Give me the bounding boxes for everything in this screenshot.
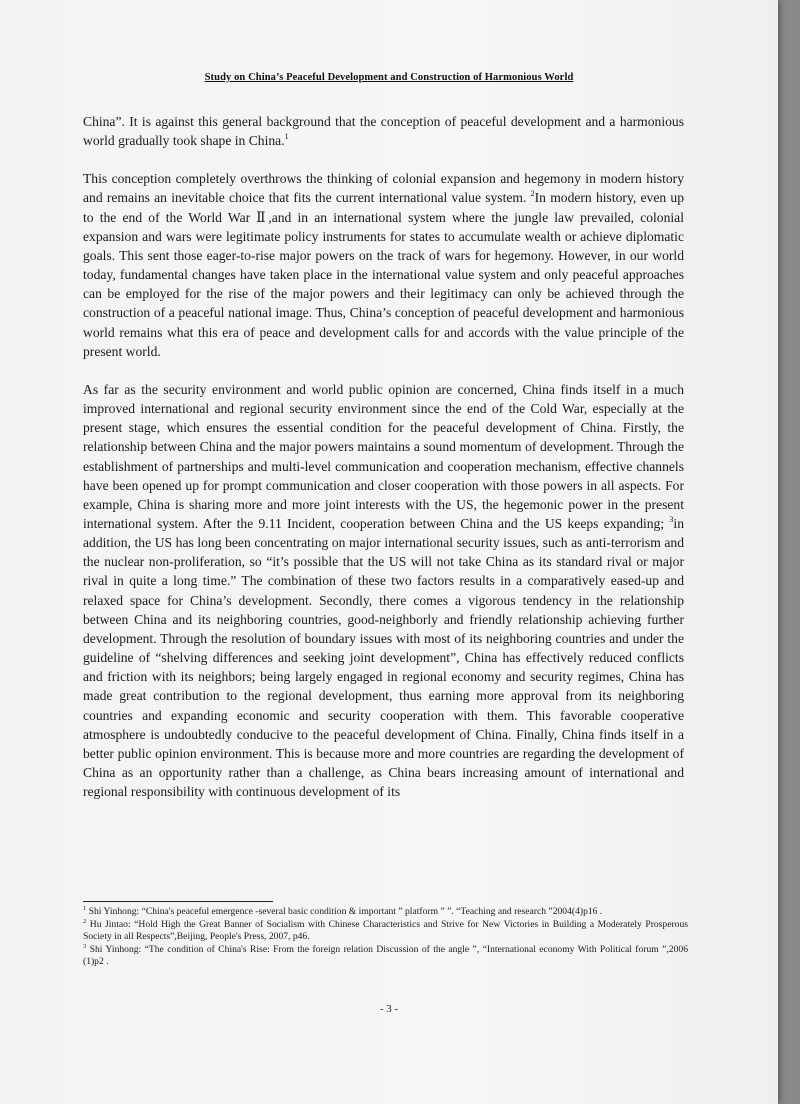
footnote-divider bbox=[83, 901, 273, 902]
paragraph-1-text: China”. It is against this general background that the conception of peaceful development and a harmonious world gradually took shape in China. bbox=[83, 114, 684, 149]
footnotes bbox=[83, 906, 688, 969]
footnote-1 bbox=[83, 906, 688, 919]
page-number: - 3 - bbox=[379, 1003, 399, 1015]
footnote-ref-3: 3 bbox=[669, 514, 674, 524]
paragraph-2 bbox=[83, 169, 684, 361]
footnote-2 bbox=[83, 919, 688, 944]
footnote-2-text: Hu Jintao: “Hold High the Great Banner of Socialism with Chinese Characteristics and Strive for New Victories in Building a Moderately Prosperous Society in all Respects”,Beijing, People's Press, 2007, p46. bbox=[83, 918, 688, 942]
footnote-ref-1: 1 bbox=[284, 132, 289, 142]
footnote-3-number: 3 bbox=[83, 942, 87, 950]
footnote-2-number: 2 bbox=[83, 917, 87, 925]
paragraph-1 bbox=[83, 112, 684, 150]
footnote-1-text: Shi Yinhong: “China's peaceful emergence -several basic condition & important ” platform ” ”. “Teaching and research ”2004(4)p16 . bbox=[86, 906, 603, 917]
paragraph-2-text-a: This conception completely overthrows the thinking of colonial expansion and hegemony in modern history and remains an inevitable choice that fits the current international value system. bbox=[83, 171, 684, 206]
footnote-1-number: 1 bbox=[83, 905, 87, 912]
running-header: Study on China’s Peaceful Development and Construction of Harmonious World bbox=[204, 72, 574, 83]
footnote-3-text: Shi Yinhong: “The condition of China's Rise: From the foreign relation Discussion of the angle ”, “International economy With Political forum ”,2006 (1)p2 . bbox=[83, 943, 688, 967]
paragraph-3-text-b: in addition, the US has long been concentrating on major international security issues, such as anti-terrorism and the nuclear non-proliferation, so “it’s possible that the US will not take China as its standard rival or major rival in quite a long time.” The combination of these two factors results in a comparatively eased-up and relaxed space for China’s development. Secondly, there comes a vigorous tendency in the relationship between China and its neighboring countries, good-neighborly and friendly relationship achieving further development. Through the resolution of boundary issues with most of its neighboring countries and under the guideline of “shelving differences and seeking joint development”, China has effectively reduced conflicts and friction with its neighbors; being largely engaged in regional economy and security regimes, China has made great contribution to the regional development, thus earning more approval from its neighboring countries and expanding economic and security cooperation with them. This favorable cooperative atmosphere is undoubtedly conducive to the peaceful development of China. Finally, China finds itself in a better public opinion environment. This is because more and more countries are regarding the development of China as an opportunity rather than a challenge, as China bears increasing amount of international and regional responsibility with continuous development of its bbox=[83, 515, 684, 800]
paragraph-3-text-a: As far as the security environment and world public opinion are concerned, China finds itself in a much improved international and regional security environment since the end of the Cold War, especially at the present stage, which ensures the essential condition for the peaceful development of China. Firstly, the relationship between China and the major powers maintains a sound momentum of development. Through the establishment of partnerships and multi-level communication and cooperation mechanism, effective channels have been opened up for prompt communication and closer cooperation with those powers in all aspects. For example, China is sharing more and more joint interests with the US, the hegemonic power in the present international system. After the 9.11 Incident, cooperation between China and the US keeps expanding; bbox=[83, 381, 684, 531]
footnote-3 bbox=[83, 944, 688, 969]
footnote-ref-2: 2 bbox=[530, 189, 535, 199]
body-text bbox=[83, 112, 684, 801]
paragraph-2-text-b: In modern history, even up to the end of the World War Ⅱ,and in an international system where the jungle law prevailed, colonial expansion and wars were legitimate policy instruments for states to accumulate wealth or achieve diplomatic goals. This sent those eager-to-rise major powers on the track of wars for hegemony. However, in our world today, fundamental changes have taken place in the international value system and only peaceful approaches can be employed for the rise of the major powers and their legitimacy can only be achieved through the construction of a peaceful national image. Thus, China’s conception of peaceful development and harmonious world remains what this era of peace and development calls for and accords with the value principle of the present world. bbox=[83, 190, 684, 359]
paragraph-3 bbox=[83, 380, 684, 801]
